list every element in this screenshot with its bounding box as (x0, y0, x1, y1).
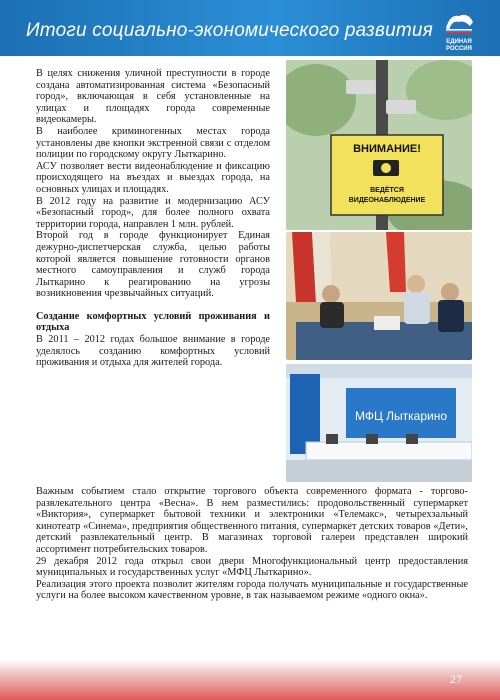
paragraph: Важным событием стало открытие торгового объекта современного формата - торгово-развлекательного центра «Весна». В нем разместились: продовольственный супермаркет «Виктория», супермаркет бытовой техники и электроники «Телемакс», четырехзальный кинотеатр «Синема», предприятия общественного питания, супермаркет детских товаров «Дети», детский развлекательный центр. В магазинах торговой галереи представлен широкий ассортимент потребительских товаров. (36, 486, 468, 555)
paragraph: Реализация этого проекта позволит жителям города получать муниципальные и государственные услуги на более высоком качественном уровне, в так называемом режиме «одного окна». (36, 578, 468, 602)
full-width-text (36, 486, 468, 602)
sign-line-1: ВНИМАНИЕ! (353, 143, 421, 155)
paragraph: В целях снижения уличной преступности в городе создана автоматизированная система «Безопасный город», включающая в себя установленные на улицах и площадях города современные видеокамеры. (36, 68, 270, 126)
page-title: Итоги социально-экономического развития (26, 20, 433, 41)
paragraph: В 2012 году на развитие и модернизацию АСУ «Безопасный город», для более полного охвата территории города, направлен 1 млн. рублей. (36, 195, 270, 230)
photo-mfc-office (286, 364, 472, 482)
bear-flag-icon (442, 8, 476, 34)
paragraph: В наиболее криминогенных местах города установлены две кнопки экстренной связи с отделом полиции по городскому округу Лыткарино. (36, 125, 270, 161)
mfc-office-illustration (286, 364, 472, 482)
paragraph: Второй год в городе функционирует Единая дежурно-диспетчерская служба, целью работы которой является повышение готовности органов местного самоуправления и служб города Лыткарино к реагированию на угрозы возникновения чрезвычайных ситуаций. (36, 230, 270, 300)
sign-line-3: ВИДЕОНАБЛЮДЕНИЕ (348, 197, 426, 204)
photo-meeting (286, 232, 472, 360)
cctv-sign-illustration (286, 60, 472, 230)
paragraph: В 2011 – 2012 годах большое внимание в городе уделялось созданию комфортных условий проживания и отдыха для жителей города. (36, 334, 270, 369)
footer-band (0, 660, 500, 700)
mfc-sign-text: МФЦ Лыткарино (354, 409, 448, 423)
party-logo (438, 8, 480, 52)
sign-line-2: ВЕДЁТСЯ (370, 187, 404, 194)
section-heading: Создание комфортных условий проживания и отдыха (36, 310, 270, 334)
paragraph: 29 декабря 2012 года открыл свои двери Многофункциональный центр предоставления муниципальных и государственных услуг «МФЦ Лыткарино». (36, 555, 468, 579)
logo-text: ЕДИНАЯ РОССИЯ (446, 39, 472, 52)
meeting-illustration (286, 232, 472, 360)
left-text-column (36, 68, 270, 369)
photo-cctv-sign (286, 60, 472, 230)
page-number: 27 (450, 672, 462, 686)
paragraph: АСУ позволяет вести видеонаблюдение и фиксацию происходящего на въездах и выездах города, на основных улицах и площадях. (36, 160, 270, 195)
page-header (0, 0, 500, 56)
